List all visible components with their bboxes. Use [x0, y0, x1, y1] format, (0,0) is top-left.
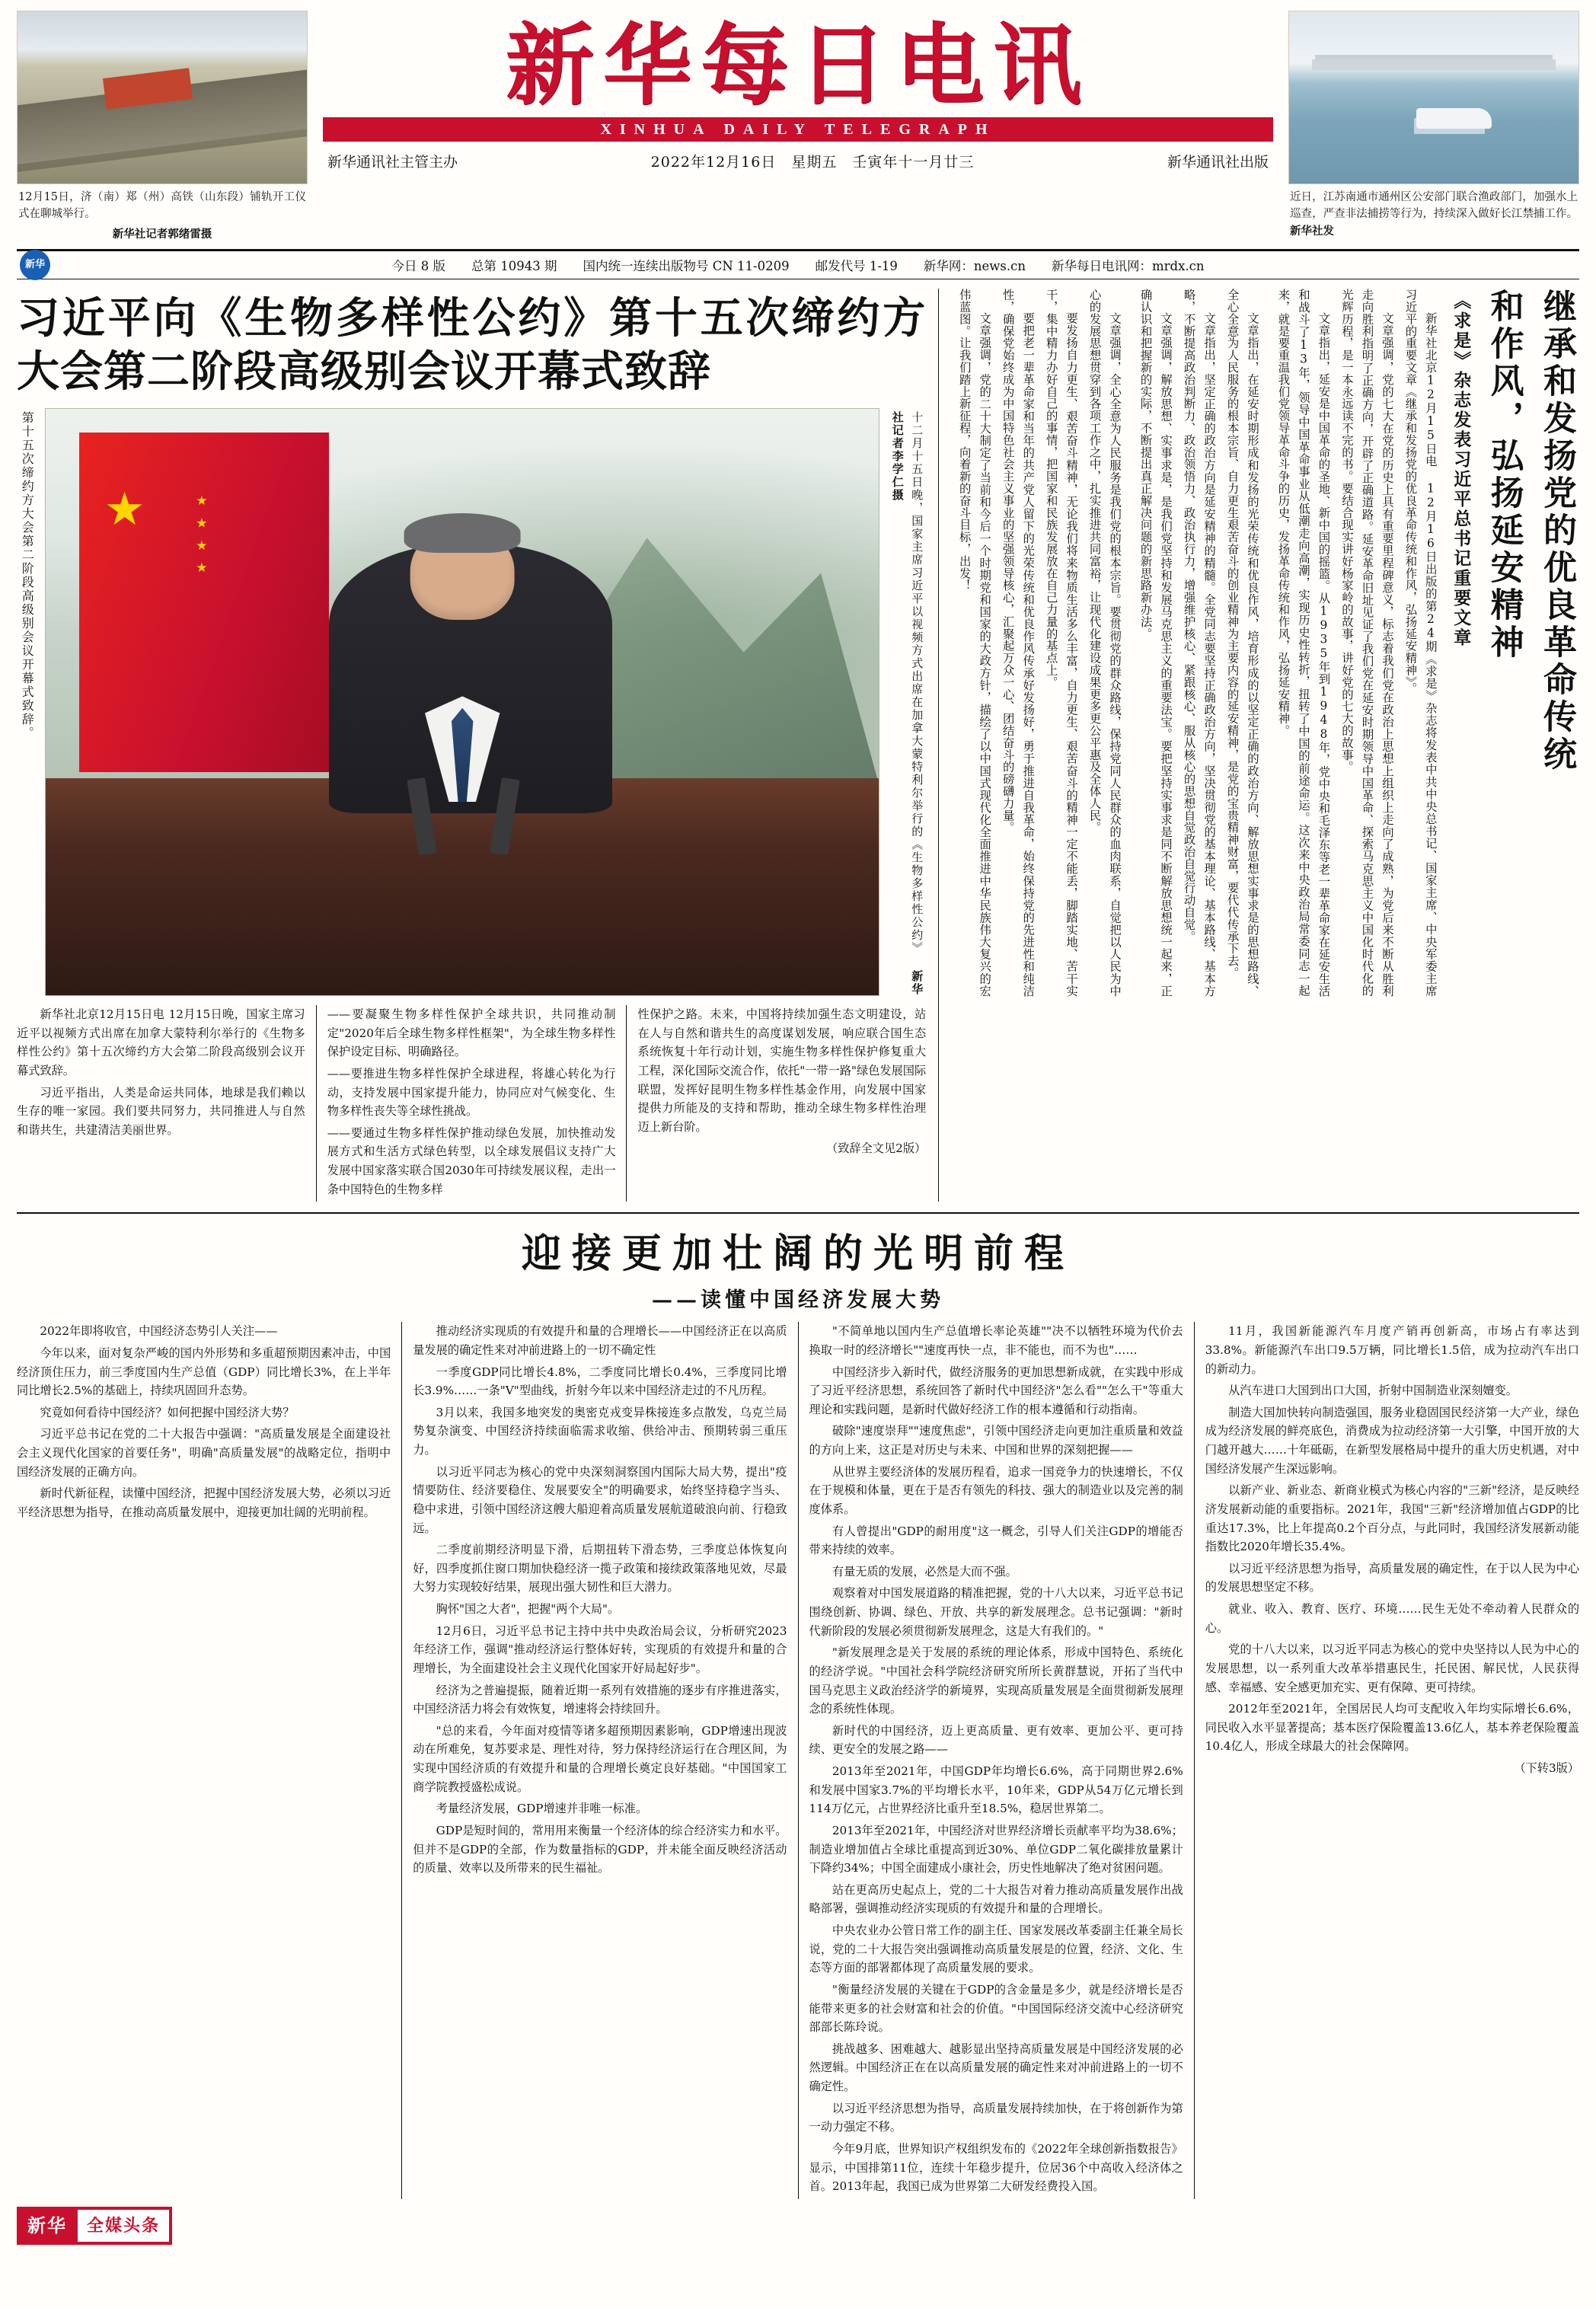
qiushi-body-col-1 — [1270, 289, 1441, 997]
patrol-boat-photo — [1288, 11, 1579, 184]
paragraph: 以习近平经济思想为指导，高质量发展持续加快，在于将创新作为第一动力强定不移。 — [809, 2101, 1183, 2134]
paragraph: 中央农业办公管日常工作的副主任、国家发展改革委副主任兼全局长说，党的二十大报告突出强调推动高质量发展是的位置，经济、文化、生态等方面的部署都体现了高质量发展的要求。 — [809, 1923, 1183, 1975]
paragraph: 文章强调，全心全意为人民服务是我们党的根本宗旨。要贯彻党的群众路线，保持党同人民群众的血肉联系，自觉把以人民为中心的发展思想贯穿到各项工作之中，扎实推进共同富裕，让现代化建设成果更多更公平惠及全体人民。 — [1087, 288, 1122, 997]
badge-left-label: 新华 — [18, 2208, 76, 2243]
paragraph: 2013年至2021年，中国经济对世界经济增长贡献率平均为38.6%；制造业增加值占全球比重提高到近30%、单位GDP二氧化碳排放量累计下降约34%；中国全面建成小康社会，历史性地解决了绝对贫困问题。 — [809, 1823, 1183, 1875]
economy-headline: 迎接更加壮阔的光明前程 — [521, 1231, 1074, 1278]
economy-column-3 — [809, 1322, 1183, 2199]
full-text-reference[interactable]: （致辞全文见2版） — [826, 1141, 927, 1156]
right-photo-credit: 新华社发 — [1290, 224, 1334, 238]
economy-column-1 — [17, 1322, 391, 2199]
paragraph: 推动经济实现质的有效提升和量的合理增长——中国经济正在以高质量发展的确定性来对冲前进路上的一切不确定性 — [413, 1324, 787, 1357]
lead-headline: 习近平向《生物多样性公约》第十五次缔约方大会第二阶段高级别会议开幕式致辞 — [17, 292, 927, 397]
page-content — [0, 289, 1596, 2199]
column-divider — [626, 1005, 627, 1202]
sponsor-label: 新华通讯社主管主办 — [327, 153, 458, 171]
footer — [0, 2207, 1596, 2255]
economy-article — [17, 1221, 1579, 2199]
paragraph: 就业、收入、教育、医疗、环境……民生无处不牵动着人民群众的心。 — [1205, 1602, 1579, 1635]
paragraph: 性保护之路。未来，中国将持续加强生态文明建设，站在人与自然和谐共生的高度谋划发展，响应联合国生态系统恢复十年行动计划，实施生物多样性保护修复重大工程，深化国际交流合作，依托"一带一路"绿色发展国际联盟，发挥好昆明生物多样性基金作用，向发展中国家提供力所能及的支持和帮助，推动全球生物多样性治理迈上新台阶。 — [637, 1007, 927, 1134]
economy-columns — [17, 1322, 1579, 2199]
paragraph: 考量经济发展，GDP增速并非唯一标准。 — [436, 1802, 648, 1816]
right-photo-caption-text: 近日，江苏南通市通州区公安部门联合渔政部门，加强水上巡查，严查非法捕捞等行为，持续深入做好长江禁捕工作。 — [1290, 191, 1578, 221]
continued-reference[interactable]: （下转3版） — [1514, 1761, 1579, 1776]
masthead-right-photo-block — [1288, 11, 1579, 240]
paragraph: 文章指出，在延安时期形成和发扬的光荣传统和优良作风，培育形成的以坚定正确的政治方向、解放思想实事求是的思想路线、全心全意为人民服务的根本宗旨、自力更生艰苦奋斗的创业精神为主要内容的延安精神，是党的宝贵精神财富，要代代传承下去。 — [1225, 288, 1259, 997]
paragraph: ——要推进生物多样性保护全球进程，将雄心转化为行动，支持发展中国家提升能力，协同应对气候变化、生物多样性丧失等全球性挑战。 — [327, 1066, 616, 1119]
paragraph: 要把老一辈革命家和当年的共产党人留下的光荣传统和优良作风传承好发扬好，勇于推进自我革命，始终保持党的先进性和纯洁性，确保党始终成为中国特色社会主义事业的坚强领导核心，汇聚起万众一心、团结奋斗的磅礴力量。 — [1001, 288, 1036, 997]
lead-body-columns — [17, 1005, 926, 1202]
railway-photo — [17, 11, 308, 184]
speaker-head — [410, 526, 515, 620]
info-pages: 今日 8 版 — [391, 258, 445, 273]
economy-column-2 — [413, 1322, 787, 2199]
lead-article — [17, 289, 939, 1202]
paragraph: 2012年至2021年，全国居民人均可支配收入年均实际增长6.6%，同民收入水平显著提高；基本医疗保险覆盖13.6亿人，基本养老保险覆盖10.4亿人，形成全球最大的社会保障网。 — [1205, 1702, 1579, 1754]
paragraph: 二季度前期经济明显下滑，后期扭转下滑态势，三季度总体恢复向好，四季度抓住窗口期加快稳经济一揽子政策和接续政策落地见效，尽最大努力实现较好结果，展现出强大韧性和巨大潜力。 — [413, 1543, 787, 1595]
paragraph: 有人曾提出"GDP的耐用度"这一概念，引导人们关注GDP的增能否带来持续的效率。 — [809, 1524, 1183, 1557]
info-site-xinhuanet[interactable]: 新华网：news.cn — [923, 258, 1026, 273]
paragraph: 站在更高历史起点上，党的二十大报告对着力推动高质量发展作出战略部署，强调推动经济实现质的有效提升和量的合理增长。 — [809, 1882, 1183, 1916]
chinese-flag-icon — [79, 433, 329, 773]
lead-column-3 — [637, 1005, 926, 1202]
qiushi-headline-line1: 和作风，弘扬延安精神 — [1484, 288, 1524, 662]
paragraph: 今年以来，面对复杂严峻的国内外形势和多重超预期因素冲击，中国经济顶住压力，前三季度国内生产总值（GDP）同比增长3%，在上半年同比增长2.5%的基础上，持续巩固回升态势。 — [17, 1346, 391, 1398]
paragraph: 文章强调，党的二十大制定了当前和今后一个时期党和国家的大政方针，描绘了以中国式现代化全面推进中华民族伟大复兴的宏伟蓝图。让我们踏上新征程，向着新的奋斗目标，出发！ — [957, 288, 992, 997]
paragraph: 文章强调，解放思想、实事求是，是我们党坚持和发展马克思主义的重要法宝。要把坚持实事求是同不断解放思想统一起来，正确认识和把握新的实际，不断提出真正解决问题的新思路新办法。 — [1138, 288, 1173, 997]
paragraph: 从汽车进口大国到出口大国，折射中国制造业深刻嬗变。 — [1228, 1384, 1518, 1398]
info-site-mrdx[interactable]: 新华每日电讯网：mrdx.cn — [1052, 258, 1205, 273]
paragraph: 2013年至2021年，中国GDP年均增长6.6%，高于同期世界2.6%和发展中国家3.7%的平均增长水平，10年来，GDP从54万亿元增长到114万亿元，占世界经济比重升至18.5%，稳居世界第二。 — [809, 1764, 1183, 1816]
lead-column-1 — [17, 1005, 305, 1202]
xinhua-media-badge[interactable] — [17, 2207, 172, 2245]
lead-photo-block — [17, 408, 926, 998]
xinhua-emblem-icon: 新华 — [20, 250, 50, 280]
paragraph: 11月，我国新能源汽车月度产销再创新高，市场占有率达到33.8%。新能源汽车出口9.5万辆，同比增长1.5倍，成为拉动汽车出口的新动力。 — [1205, 1324, 1579, 1376]
paragraph: 从世界主要经济体的发展历程看，追求一国竞争力的快速增长，不仅在于规模和体量，更在于是否有领先的科技、强大的制造业以及完善的制度体系。 — [809, 1464, 1183, 1516]
paragraph: 习近平总书记在党的二十大报告中强调："高质量发展是全面建设社会主义现代化国家的首要任务"，明确"高质量发展"的战略定位，指明中国经济发展的正确方向。 — [17, 1427, 391, 1479]
paragraph: 文章指出，延安是中国革命的圣地、新中国的摇篮。从1935年到1948年，党中央和毛泽东等老一辈革命家在延安生活和战斗了13年，领导中国革命事业从低潮走向高潮，实现历史性转折，扭转了中国的前途命运。这次来中央政治局常委同志一起来，就是要重温我们党领导革命斗争的历史，发扬革命传统和作风，弘扬延安精神。 — [1276, 288, 1331, 997]
top-zone — [17, 289, 1579, 1202]
paragraph: "衡量经济发展的关键在于GDP的含金量是多少，就是经济增长是否能带来更多的社会财富和社会的价值。"中国国际经济交流中心经济研究部部长陈玲说。 — [809, 1982, 1183, 2035]
xi-speech-photo — [45, 408, 879, 996]
qiushi-body-col-3 — [951, 289, 1125, 997]
column-divider — [401, 1322, 402, 2199]
paragraph: 新华社北京12月15日电 12月15日晚，国家主席习近平以视频方式出席在加拿大蒙特利尔举行的《生物多样性公约》第十五次缔约方大会第二阶段高级别会议开幕式致辞。 — [17, 1007, 305, 1077]
newspaper-logo: 新华每日电讯 — [506, 14, 1090, 117]
info-cn-number: 国内统一连续出版物号 CN 11-0209 — [583, 258, 790, 273]
masthead-info-row — [323, 142, 1273, 171]
masthead-left-photo-block — [17, 11, 308, 241]
paragraph: 制造大国加快转向制造强国，服务业稳固国民经济第一大产业，绿色成为经济发展的鲜亮底色，消费成为拉动经济第一大引擎，中国开放的大门越开越大……十年砥砺，在新型发展格局中提升的重大历史机遇，对中国经济发展产生深远影响。 — [1205, 1405, 1579, 1476]
paragraph: 新时代新征程，读懂中国经济，把握中国经济发展大势，必须以习近平经济思想为指导，在推动高质量发展中，迎接更加壮阔的光明前程。 — [17, 1486, 391, 1519]
info-bar — [17, 249, 1579, 279]
paragraph: "新发展理念是关于发展的系统的理论体系，形成中国特色、系统化的经济学说。"中国社会科学院经济研究所所长黄群慧说，开拓了当代中国马克思主义政治经济学的新境界，实现高质量发展是全面贯彻新发展理念的系统性体现。 — [809, 1646, 1183, 1716]
qiushi-subhead: 《求是》杂志发表习近平总书记重要文章 — [1451, 291, 1472, 648]
paragraph: ——要凝聚生物多样性保护全球共识，共同推动制定"2020年后全球生物多样性框架"，为全球生物多样性保护设定目标、明确路径。 — [327, 1007, 616, 1059]
qiushi-headline-line2: 继承和发扬党的优良革命传统 — [1537, 288, 1576, 774]
paragraph: "总的来看，今年面对疫情等诸多超预期因素影响，GDP增速出现波动在所难免，复苏要求是、理性对待，努力保持经济运行在合理区间，为实现中国经济质的有效提升和量的合理增长奠定良好基础。"中国国家工商学院教授盛松成说。 — [413, 1723, 787, 1794]
column-divider — [316, 1005, 317, 1202]
paragraph: 破除"速度崇拜""速度焦虑"，引领中国经济走向更加注重质量和效益的方向上来，这正是对历史与未来、中国和世界的深刻把握—— — [809, 1424, 1183, 1457]
paragraph: 新华社北京12月15日电 12月16日出版的第24期《求是》杂志将发表中共中央总书记、国家主席、中央军委主席习近平的重要文章《继承和发扬党的优良革命传统和作风，弘扬延安精神》。 — [1403, 288, 1438, 997]
paragraph: 以习近平经济思想为指导，高质量发展的确定性，在于以人民为中心的发展思想坚定不移。 — [1205, 1561, 1579, 1595]
lead-photo-credit: 新华社记者李学仁摄 — [890, 411, 924, 997]
paragraph: 今年9月底，世界知识产权组织发布的《2022年全球创新指数报告》显示，中国排第11位，连续十年稳步提升，位居36个中高收入经济体之首。2013年起，我国已成为世界第二大研发经费投入国。 — [809, 2141, 1183, 2194]
paragraph: 有量无质的发展，必然是大而不强。 — [832, 1564, 1017, 1579]
paragraph: 12月6日，习近平总书记主持中共中央政治局会议，分析研究2023年经济工作，强调"推动经济运行整体好转，实现质的有效提升和量的合理增长，为全面建设社会主义现代化国家开好局起好步"。 — [413, 1623, 787, 1675]
paragraph: 要发扬自力更生、艰苦奋斗精神，无论我们将来物质生活多么丰富，自力更生、艰苦奋斗的精神一定不能丢，脚踏实地、苦干实干，集中精力办好自己的事情，把国家和民族发展放在自己力量的基点上。 — [1044, 288, 1079, 997]
paragraph: 观察着对中国发展道路的精准把握，党的十八大以来，习近平总书记围绕创新、协调、绿色、开放、共享的新发展理念。总书记强调："新时代新阶段的发展必须贯彻新发展理念，这是大有我们的。" — [809, 1586, 1183, 1638]
paragraph: 挑战越多、困难越大、越影显出坚持高质量发展是中国经济发展的必然逻辑。中国经济正在在以高质量发展的确定性来对冲前进路上的一切不确定性。 — [809, 2041, 1183, 2094]
paragraph: 3月以来，我国多地突发的奥密克戎变异株接连多点散发，乌克兰局势复杂演变、中国经济持续面临需求收缩、供给冲击、预期转弱三重压力。 — [413, 1405, 787, 1457]
paragraph: 以习近平同志为核心的党中央深刻洞察国内国际大局大势，提出"疫情要防住、经济要稳住、发展要安全"的明确要求，始终坚持稳字当头、稳中求进，引领中国经济这艘大船迎着高质量发展航道破浪向前、行稳致远。 — [413, 1464, 787, 1535]
economy-subhead: ——读懂中国经济发展大势 — [652, 1288, 944, 1313]
paragraph: GDP是短时间的，常用用来衡量一个经济体的综合经济实力和水平。但并不是GDP的全部，作为数量指标的GDP，并未能全面反映经济活动的质量、效率以及所带来的民生福祉。 — [413, 1823, 787, 1875]
paragraph: 究竟如何看待中国经济？如何把握中国经济大势？ — [40, 1405, 295, 1419]
paragraph: 文章强调，党的七大在党的历史上具有重要里程碑意义，标志着我们党在政治上思想上组织上走向了成熟，为党后来不断从胜利走向胜利指明了正确方向，开辟了正确道路。延安革命旧址见证了我们党在延安时期领导中国革命、探索马克思主义中国化时代化的光辉历程，是一本永远读不完的书。要结合现实讲好杨家岭的故事，讲好党的七大的故事。 — [1339, 288, 1394, 997]
paragraph: 党的十八大以来，以习近平同志为核心的党中央坚持以人民为中心的发展思想，以一系列重大改革举措惠民生，托民困、解民忧，人民获得感、幸福感、安全感更加充实、更有保障、更可持续。 — [1205, 1642, 1579, 1694]
column-divider — [798, 1322, 799, 2199]
lead-photo-caption-left — [887, 408, 926, 998]
paragraph: 2022年即将收官，中国经济态势引人关注—— — [40, 1324, 278, 1339]
paragraph: 新时代的中国经济，迈上更高质量、更有效率、更加公平、更可持续、更安全的发展之路—— — [809, 1723, 1183, 1757]
info-postal-code: 邮发代号 1-19 — [815, 258, 898, 273]
paragraph: 经济为之普遍提振，随着近期一系列有效措施的逐步有序推进落实，中国经济活力将会有效恢复，增速将会持续回升。 — [413, 1683, 787, 1716]
badge-right-label: 全媒头条 — [78, 2210, 169, 2242]
info-issue: 总第 10943 期 — [471, 258, 557, 273]
paragraph: ——要通过生物多样性保护推动绿色发展，加快推动发展方式和生活方式绿色转型，以全球发展倡议支持广大发展中国家落实联合国2030年可持续发展议程，走出一条中国特色的生物多样 — [327, 1125, 616, 1196]
lead-photo-caption-right: 第十五次缔约方大会第二阶段高级别会议开幕式致辞。 — [20, 411, 35, 741]
right-photo-caption — [1288, 184, 1579, 240]
paragraph: 胸怀"国之大者"，把握"两个大局"。 — [436, 1602, 620, 1617]
left-photo-caption: 12月15日，济（南）郑（州）高铁（山东段）铺轨开工仪式在聊城举行。 — [18, 191, 306, 221]
qiushi-body-col-2 — [1132, 289, 1262, 997]
column-divider — [1194, 1322, 1195, 2199]
paragraph: "不简单地以国内生产总值增长率论英雄""决不以牺牲环境为代价去换取一时的经济增长""速度再快一点，非不能也，而不为也"…… — [809, 1324, 1183, 1357]
newspaper-logo-english: XINHUA DAILY TELEGRAPH — [323, 117, 1273, 142]
paragraph: 中国经济步入新时代，做经济服务的更加思想新成就，在实践中形成了习近平经济思想，系统回答了新时代中国经济"怎么看""怎么干"等重大理论和实践问题，是新时代做好经济工作的根本遵循和行动指南。 — [809, 1365, 1183, 1416]
paragraph: 以新产业、新业态、新商业模式为核心内容的"三新"经济，是反映经济发展新动能的重要指标。2021年，我国"三新"经济增加值占GDP的比重达17.3%，比上年提高0.2个百分点，与此同时，我国经济发展新动能指数比2020年增长35.4%。 — [1205, 1483, 1579, 1554]
masthead — [0, 0, 1596, 241]
qiushi-article — [939, 289, 1579, 1202]
lead-column-2 — [327, 1005, 616, 1202]
economy-column-4 — [1205, 1322, 1579, 2199]
issue-date: 2022年12月16日 星期五 壬寅年十一月廿三 — [650, 153, 975, 171]
section-divider — [17, 1212, 1579, 1214]
left-photo-credit: 新华社记者郭绪雷摄 — [112, 227, 212, 241]
paragraph: 一季度GDP同比增长4.8%，二季度同比增长0.4%，三季度同比增长3.9%……一条"V"型曲线，折射今年以来中国经济走过的不凡历程。 — [413, 1365, 787, 1398]
paragraph: 文章指出，坚定正确的政治方向是延安精神的精髓。全党同志要坚持正确政治方向，坚决贯彻党的基本理论、基本路线、基本方略，不断提高政治判断力、政治领悟力、政治执行力，增强维护核心、紧跟核心、服从核心的思想自觉政治自觉行动自觉。 — [1182, 288, 1217, 997]
paragraph: 习近平指出，人类是命运共同体，地球是我们赖以生存的唯一家园。我们要共同努力，共同推进人与自然和谐共生，共建清洁美丽世界。 — [17, 1085, 305, 1137]
masthead-center — [308, 11, 1288, 171]
lead-photo-caption-text: 十二月十五日晚，国家主席习近平以视频方式出席在加拿大蒙特利尔举行的《生物多样性公约》 — [910, 411, 924, 956]
publisher-label: 新华通讯社出版 — [1167, 153, 1269, 171]
